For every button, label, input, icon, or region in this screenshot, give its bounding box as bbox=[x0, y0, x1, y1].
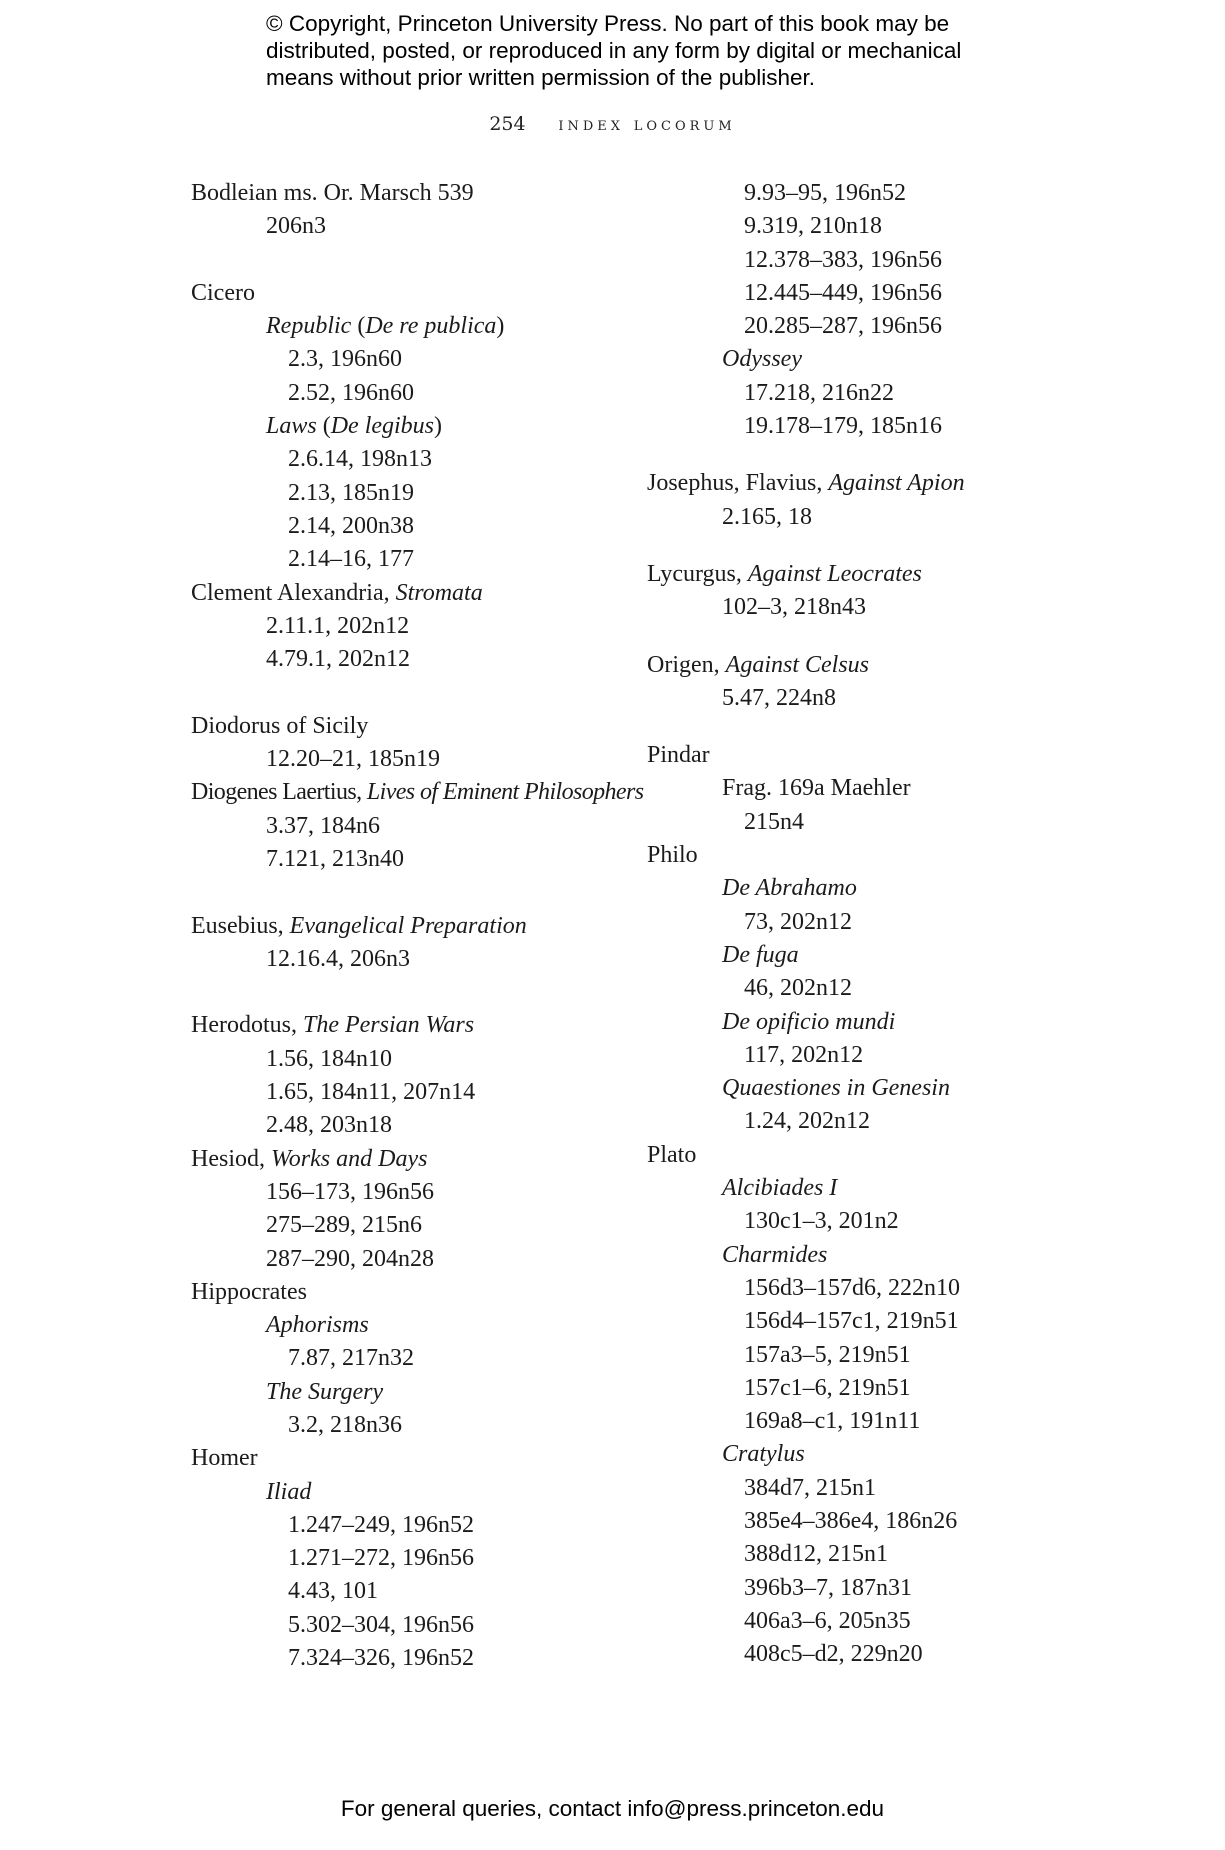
index-subentry: Odyssey bbox=[722, 346, 802, 373]
index-ref: 12.16.4, 206n3 bbox=[266, 945, 410, 972]
index-entry-heading: Philo bbox=[647, 842, 698, 869]
index-subentry: Iliad bbox=[266, 1478, 312, 1505]
index-column-left bbox=[191, 177, 644, 1675]
index-ref: 396b3–7, 187n31 bbox=[744, 1574, 912, 1601]
index-entry-heading: Diogenes Laertius, Lives of Eminent Philosophers bbox=[191, 779, 644, 806]
index-column-right bbox=[647, 177, 1067, 1671]
index-ref: 4.43, 101 bbox=[288, 1578, 378, 1605]
index-ref: 2.3, 196n60 bbox=[288, 346, 402, 373]
index-ref: 215n4 bbox=[744, 808, 804, 835]
index-ref: 2.11.1, 202n12 bbox=[266, 612, 410, 639]
index-ref: 3.2, 218n36 bbox=[288, 1411, 402, 1438]
index-ref: 102–3, 218n43 bbox=[722, 594, 866, 621]
footer-contact: For general queries, contact info@press.princeton.edu bbox=[340, 1796, 885, 1821]
index-entry-heading: Clement Alexandria, Stromata bbox=[191, 579, 483, 606]
index-entry-heading: Bodleian ms. Or. Marsch 539 bbox=[191, 180, 474, 206]
index-entry-heading: Hippocrates bbox=[191, 1278, 307, 1305]
index-ref: 130c1–3, 201n2 bbox=[744, 1208, 899, 1235]
index-subentry: Cratylus bbox=[722, 1441, 805, 1468]
index-subentry: Frag. 169a Maehler bbox=[722, 775, 911, 802]
index-ref: 2.6.14, 198n13 bbox=[288, 446, 432, 473]
index-ref: 388d12, 215n1 bbox=[744, 1541, 888, 1568]
copyright-line: © Copyright, Princeton University Press. No part of this book may be bbox=[266, 11, 950, 36]
index-subentry: Aphorisms bbox=[266, 1312, 369, 1339]
index-ref: 3.37, 184n6 bbox=[266, 812, 380, 839]
index-entry-heading: Josephus, Flavius, Against Apion bbox=[647, 470, 965, 497]
index-ref: 2.14, 200n38 bbox=[288, 512, 414, 539]
index-ref: 1.56, 184n10 bbox=[266, 1045, 392, 1072]
index-ref: 2.52, 196n60 bbox=[288, 379, 414, 406]
index-ref: 157a3–5, 219n51 bbox=[744, 1341, 911, 1368]
index-ref: 2.48, 203n18 bbox=[266, 1112, 392, 1139]
index-ref: 117, 202n12 bbox=[744, 1041, 864, 1068]
index-ref: 12.20–21, 185n19 bbox=[266, 746, 440, 773]
index-entry-heading: Herodotus, The Persian Wars bbox=[191, 1012, 475, 1039]
index-subentry: De opificio mundi bbox=[722, 1008, 896, 1035]
index-subentry: Quaestiones in Genesin bbox=[722, 1075, 950, 1102]
copyright-line: means without prior written permission of the publisher. bbox=[266, 65, 816, 90]
index-ref: 9.319, 210n18 bbox=[744, 213, 882, 240]
index-subentry: Alcibiades I bbox=[722, 1175, 838, 1202]
index-ref: 156–173, 196n56 bbox=[266, 1178, 434, 1205]
index-ref: 19.178–179, 185n16 bbox=[744, 413, 942, 440]
index-ref: 5.47, 224n8 bbox=[722, 684, 836, 711]
index-ref: 46, 202n12 bbox=[744, 975, 852, 1002]
index-ref: 7.324–326, 196n52 bbox=[288, 1645, 474, 1672]
index-ref: 169a8–c1, 191n11 bbox=[744, 1408, 921, 1435]
index-ref: 1.271–272, 196n56 bbox=[288, 1545, 474, 1572]
index-ref: 2.14–16, 177 bbox=[288, 546, 414, 573]
index-ref: 2.13, 185n19 bbox=[288, 479, 414, 506]
index-ref: 275–289, 215n6 bbox=[266, 1212, 422, 1239]
index-ref: 9.93–95, 196n52 bbox=[744, 180, 906, 206]
index-ref: 4.79.1, 202n12 bbox=[266, 646, 410, 673]
index-ref: 2.165, 18 bbox=[722, 503, 812, 530]
index-ref: 17.218, 216n22 bbox=[744, 379, 894, 406]
running-head bbox=[0, 113, 1225, 135]
index-entry-heading: Lycurgus, Against Leocrates bbox=[647, 560, 922, 587]
copyright-notice bbox=[266, 10, 986, 91]
index-subentry: Charmides bbox=[722, 1241, 828, 1268]
page-number: 254 bbox=[489, 113, 526, 135]
index-entry-heading: Homer bbox=[191, 1445, 258, 1472]
index-entry-heading: Plato bbox=[647, 1141, 697, 1168]
index-ref: 20.285–287, 196n56 bbox=[744, 313, 942, 340]
index-entry-heading: Pindar bbox=[647, 742, 710, 769]
index-subentry: Republic (De re publica) bbox=[266, 313, 505, 340]
index-ref: 385e4–386e4, 186n26 bbox=[744, 1507, 958, 1534]
index-ref: 1.247–249, 196n52 bbox=[288, 1511, 474, 1538]
index-ref: 1.24, 202n12 bbox=[744, 1108, 870, 1135]
index-ref: 384d7, 215n1 bbox=[744, 1474, 876, 1501]
index-ref: 157c1–6, 219n51 bbox=[744, 1374, 911, 1401]
index-entry-heading: Cicero bbox=[191, 279, 255, 306]
index-entry-heading: Diodorus of Sicily bbox=[191, 712, 369, 739]
index-ref: 406a3–6, 205n35 bbox=[744, 1607, 911, 1634]
index-entry-heading: Origen, Against Celsus bbox=[647, 651, 869, 678]
index-ref: 7.121, 213n40 bbox=[266, 845, 404, 872]
index-ref: 1.65, 184n11, 207n14 bbox=[266, 1079, 476, 1106]
index-ref: 287–290, 204n28 bbox=[266, 1245, 434, 1272]
index-subentry: De fuga bbox=[722, 941, 799, 968]
index-subentry: De Abrahamo bbox=[722, 875, 857, 902]
index-ref: 156d4–157c1, 219n51 bbox=[744, 1308, 959, 1335]
index-entry-heading: Hesiod, Works and Days bbox=[191, 1145, 428, 1172]
index-ref: 5.302–304, 196n56 bbox=[288, 1611, 474, 1638]
index-ref: 12.378–383, 196n56 bbox=[744, 246, 942, 273]
index-entry-heading: Eusebius, Evangelical Preparation bbox=[191, 912, 527, 939]
index-ref: 156d3–157d6, 222n10 bbox=[744, 1274, 960, 1301]
index-subentry: Laws (De legibus) bbox=[266, 413, 443, 440]
index-subentry: The Surgery bbox=[266, 1378, 384, 1405]
index-ref: 12.445–449, 196n56 bbox=[744, 279, 942, 306]
page-title: index locorum bbox=[558, 114, 736, 135]
index-ref: 7.87, 217n32 bbox=[288, 1345, 414, 1372]
index-ref: 408c5–d2, 229n20 bbox=[744, 1641, 923, 1668]
index-ref: 73, 202n12 bbox=[744, 908, 852, 935]
copyright-line: distributed, posted, or reproduced in any form by digital or mechanical bbox=[266, 38, 962, 63]
index-ref: 206n3 bbox=[266, 213, 326, 240]
